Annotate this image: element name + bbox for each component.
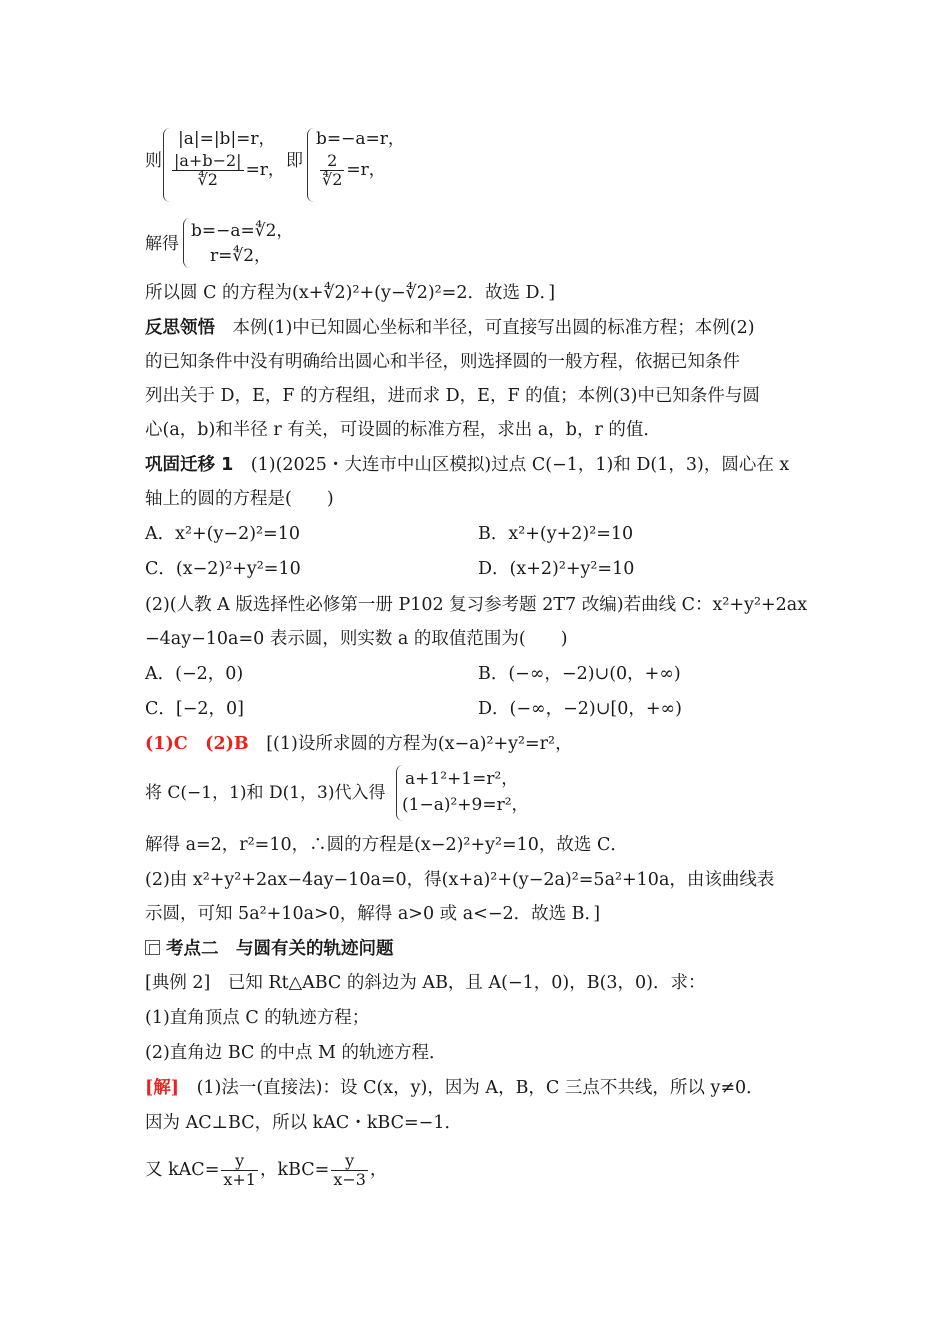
system1-fraction-num: |a+b−2| [174,151,242,170]
answer-text: [(1)设所求圆的方程为(x−a)²+y²=r²， [266,734,573,754]
reflection-line-1 [145,315,755,341]
system2-prefix: 解得 [145,234,179,254]
slope-bc-den: x−3 [333,1170,366,1189]
system1-prefix: 则 [145,151,162,171]
system1-right-row2 [318,152,386,189]
slope-ac-den: x+1 [223,1170,256,1189]
slope-bc-num: y [331,1152,368,1171]
system1-right-den: ∜2 [322,170,343,189]
q1-option-c: C．(x−2)²+y²=10 [145,559,301,579]
q2-line-2: −4ay−10a=0 表示圆，则实数 a 的取值范围为( ) [145,629,568,649]
slope-ac-num: y [221,1152,258,1171]
system2-brace [183,218,190,268]
solve-line: 解得 a=2，r²=10，∴圆的方程是(x−2)²+y²=10，故选 C． [145,835,628,855]
answer-line [145,731,573,757]
slope-bc-fraction [331,1152,368,1189]
system1-fraction-den: ∜2 [197,170,218,189]
q2-line-1: (2)(人教 A 版选择性必修第一册 P102 复习参考题 2T7 改编)若曲线 C：x²+y²+2ax [145,595,808,615]
solution-text-1: (1)法一(直接法)：设 C(x，y)，因为 A，B，C 三点不共线，所以 y≠0． [196,1078,764,1098]
reflection-line-2: 的已知条件中没有明确给出圆心和半径，则选择圆的一般方程，依据已知条件 [145,352,740,372]
reflection-line-3: 列出关于 D，E，F 的方程组，进而求 D，E，F 的值；本例(3)中已知条件与圆 [145,386,760,406]
solution-tag: [解] [145,1078,180,1098]
practice-text-1: (1)(2025・大连市中山区模拟)过点 C(−1，1)和 D(1，3)，圆心在 x [250,455,790,475]
solution-3-mid: ，kBC= [259,1160,330,1180]
slope-ac-fraction [221,1152,258,1189]
system1-row2-tail: =r， [245,160,285,180]
q1-option-d: D．(x+2)²+y²=10 [478,559,635,579]
example-q2: (2)直角边 BC 的中点 M 的轨迹方程． [145,1043,447,1063]
example-q1: (1)直角顶点 C 的轨迹方程； [145,1008,370,1028]
section-title: 考点二 与圆有关的轨迹问题 [166,939,394,959]
answer-1: (1)C [145,734,188,754]
q1-options-row2 [145,556,635,582]
practice-line-1 [145,452,789,478]
example-text: 已知 Rt△ABC 的斜边为 AB，且 A(−1，0)，B(3，0)．求： [227,973,706,993]
q2-option-b: B．(−∞，−2)∪(0，+∞) [478,664,681,684]
circle-equation-line: 所以圆 C 的方程为(x+∜2)²+(y−∜2)²=2．故选 D．] [145,283,556,303]
q2-option-d: D．(−∞，−2)∪[0，+∞) [478,699,682,719]
section-icon [145,940,160,955]
q2-options-row1 [145,661,681,687]
part2-line-2: 示圆，可知 5a²+10a>0，解得 a>0 或 a<−2．故选 B．] [145,904,601,924]
answer-2: (2)B [205,734,249,754]
reflection-line-4: 心(a，b)和半径 r 有关，可设圆的标准方程，求出 a，b，r 的值． [145,420,661,440]
practice-line-2: 轴上的圆的方程是( ) [145,489,334,509]
solution-3-prefix: 又 kAC= [145,1160,220,1180]
q1-option-a: A．x²+(y−2)²=10 [145,524,300,544]
q2-option-a: A．(−2，0) [145,664,244,684]
system1-row2 [170,152,285,189]
system1-right-brace [307,128,314,202]
substitution-row1: a+1²+1=r²， [405,769,519,789]
q2-options-row2 [145,696,682,722]
reflection-text-1: 本例(1)中已知圆心坐标和半径，可直接写出圆的标准方程；本例(2) [232,318,755,338]
system1-mid: 即 [286,151,303,171]
example-tag: [典例 2] [145,973,211,993]
solution-line-2: 因为 AC⊥BC，所以 kAC・kBC=−1． [145,1113,462,1133]
substitution-row2: (1−a)²+9=r²， [402,795,529,815]
solution-line-3 [145,1150,387,1190]
system1-right-num: 2 [320,152,344,171]
section-heading [145,936,394,962]
q1-options-row1 [145,521,634,547]
q1-option-b: B．x²+(y+2)²=10 [478,524,634,544]
example-line [145,970,706,996]
system2-row2: r=∜2， [210,246,272,266]
system1-right-row1: b=−a=r， [316,129,405,149]
system1-left-brace [163,128,170,202]
system1-right-tail: =r， [346,160,386,180]
reflection-title: 反思领悟 [145,318,215,338]
system1-row1: |a|=|b|=r， [178,129,276,149]
q2-option-c: C．[−2，0] [145,699,244,719]
part2-line-1: (2)由 x²+y²+2ax−4ay−10a=0，得(x+a)²+(y−2a)²=5a²+10a，由该曲线表 [145,870,775,890]
substitution-prefix: 将 C(−1，1)和 D(1，3)代入得 [145,783,386,803]
system1-right-fraction [320,152,344,189]
system1-fraction [172,152,244,189]
system2-row1: b=−a=∜2， [191,221,294,241]
solution-3-tail: ， [369,1160,388,1180]
solution-line-1 [145,1075,764,1101]
practice-title: 巩固迁移 1 [145,455,234,475]
